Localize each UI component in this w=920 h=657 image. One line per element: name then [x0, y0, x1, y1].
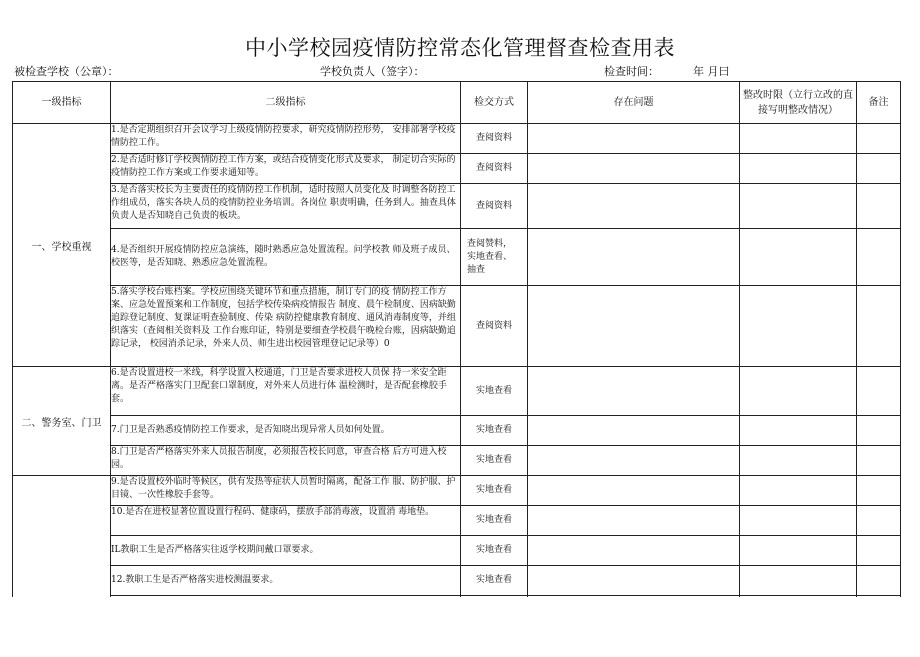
- item-text: 7.门卫是否熟悉疫情防控工作要求，是否知晓出现异常人员如何处置。: [111, 416, 461, 446]
- deadline-cell[interactable]: [740, 124, 857, 154]
- remarks-cell[interactable]: [857, 416, 901, 446]
- deadline-cell[interactable]: [740, 506, 857, 536]
- deadline-cell[interactable]: [740, 416, 857, 446]
- item-text: 4.是否组织开展疫情防控应急演练，随时熟悉应急处置流程。问学校教 师及班子成员、校医等，是否知晓、熟悉应急处置流程。: [111, 229, 461, 286]
- remarks-cell[interactable]: [857, 476, 901, 506]
- check-method: 实地查看: [461, 566, 528, 596]
- table-row: [13, 446, 901, 476]
- issues-cell[interactable]: [528, 446, 740, 476]
- principal-label: 学校负责人（签字）：: [320, 65, 425, 78]
- remarks-cell[interactable]: [857, 367, 901, 416]
- table-row: [13, 476, 901, 506]
- category-school-attention: 一、学校重视: [13, 124, 111, 367]
- date-label: 检查时间：: [604, 65, 659, 78]
- issues-cell[interactable]: [528, 566, 740, 596]
- check-method: 查阅赞料， 实地查看、 抽查: [461, 229, 528, 286]
- deadline-cell[interactable]: [740, 154, 857, 184]
- check-method: 实地查看: [461, 506, 528, 536]
- check-method: 实地查看: [461, 367, 528, 416]
- check-method: 查阅资料: [461, 184, 528, 229]
- item-text: 12.教职工生是否严格落实进校测温要求。: [111, 566, 461, 596]
- remarks-cell[interactable]: [857, 184, 901, 229]
- item-text: 10.是否在进校显著位置设置行程码、健康码，摆放手部消毒液，设置消 毒地垫。: [111, 506, 461, 536]
- issues-cell[interactable]: [528, 286, 740, 367]
- table-row: [13, 566, 901, 596]
- check-method: 实地查看: [461, 446, 528, 476]
- school-label: 被检查学校（公章）：: [14, 65, 119, 78]
- check-method: 查阅资料: [461, 286, 528, 367]
- remarks-cell[interactable]: [857, 154, 901, 184]
- issues-cell[interactable]: [528, 184, 740, 229]
- header-level1: 一级指标: [13, 82, 111, 124]
- page-cutoff: [0, 597, 920, 657]
- deadline-cell[interactable]: [740, 566, 857, 596]
- table-row: [13, 367, 901, 416]
- category-guard-room: 二、警务室、门卫: [13, 367, 111, 476]
- item-text: 1.是否定期组织召开会议学习上级疫情防控要求，研究疫情防控形势， 安排部署学校疫情防控工作。: [111, 124, 461, 154]
- check-method: 实地查看: [461, 476, 528, 506]
- issues-cell[interactable]: [528, 229, 740, 286]
- deadline-cell[interactable]: [740, 476, 857, 506]
- issues-cell[interactable]: [528, 476, 740, 506]
- page-title: 中小学校园疫情防控常态化管理督查检查用表: [245, 36, 675, 60]
- check-method: 实地查看: [461, 536, 528, 566]
- deadline-cell[interactable]: [740, 446, 857, 476]
- table-row: [13, 229, 901, 286]
- item-text: 5.落实学校台账档案。学校应围绕关键环节和重点措施，制订专门的疫 情防控工作方案、应急处置预案和工作制度，包括学校传染病疫情报告 制度、晨午检制度、因病缺勤追踪登记制度、复课证明查验制度、传染 病防控健康教育制度、通风消毒制度等，并组织落实（查阅相关资料及 工作台账印证，特别是要细查学校晨午晚检台账，因病缺勤追踪记录， 校园消杀记录，外来人员、师生进出校园管理登记记录等）0: [111, 286, 461, 367]
- issues-cell[interactable]: [528, 506, 740, 536]
- item-text: 9.是否设置校外临时等候区，供有发热等症状人员暂时隔离，配备工作 服、防护服、护目镜、一次性橡胶手套等。: [111, 476, 461, 506]
- inspection-table: [12, 81, 901, 636]
- deadline-cell[interactable]: [740, 286, 857, 367]
- date-value: 年 月曰: [693, 65, 730, 78]
- remarks-cell[interactable]: [857, 229, 901, 286]
- issues-cell[interactable]: [528, 536, 740, 566]
- table-row: [13, 124, 901, 154]
- item-text: 2.是否适时修订学校舆情防控工作方案，或结合疫情变化形式及要求， 制定切合实际的疫情防控工作方案或工作要求通知等。: [111, 154, 461, 184]
- header-method: 检交方式: [461, 82, 528, 124]
- deadline-cell[interactable]: [740, 367, 857, 416]
- issues-cell[interactable]: [528, 154, 740, 184]
- table-row: [13, 416, 901, 446]
- remarks-cell[interactable]: [857, 286, 901, 367]
- table-row: [13, 536, 901, 566]
- remarks-cell[interactable]: [857, 566, 901, 596]
- item-text: IL教职工生是否严格落实往返学校期间戴口罩要求。: [111, 536, 461, 566]
- item-text: 3.是否落实校长为主要责任的疫情防控工作机制，适时按照人员变化及 时调整各防控工作组成员，落实各块人员的疫情防控业务培训。各岗位 职责明确，任务到人。抽查具体负责人是否知晓自己负责的板块。: [111, 184, 461, 229]
- deadline-cell[interactable]: [740, 229, 857, 286]
- table-row: [13, 184, 901, 229]
- issues-cell[interactable]: [528, 367, 740, 416]
- deadline-cell[interactable]: [740, 536, 857, 566]
- remarks-cell[interactable]: [857, 536, 901, 566]
- table-row: [13, 154, 901, 184]
- item-text: 6.是否设置进校一米线，科学设置入校通道，门卫是否要求进校人员保 持一米安全距离。是否严格落实门卫配套口罩制度，对外来人员进行体 温检测时，是否配套橡胶手套。: [111, 367, 461, 416]
- issues-cell[interactable]: [528, 416, 740, 446]
- check-method: 查阅资料: [461, 154, 528, 184]
- remarks-cell[interactable]: [857, 124, 901, 154]
- table-row: [13, 286, 901, 367]
- check-method: 查阅资料: [461, 124, 528, 154]
- header-row: [13, 82, 901, 124]
- header-level2: 二级指标: [111, 82, 461, 124]
- remarks-cell[interactable]: [857, 446, 901, 476]
- header-remarks: 备注: [857, 82, 901, 124]
- remarks-cell[interactable]: [857, 506, 901, 536]
- header-deadline: 整改时限（立行立改的直接写明整改情况）: [740, 82, 857, 124]
- deadline-cell[interactable]: [740, 184, 857, 229]
- check-method: 实地查看: [461, 416, 528, 446]
- header-issues: 存在问题: [528, 82, 740, 124]
- table-row: [13, 506, 901, 536]
- issues-cell[interactable]: [528, 124, 740, 154]
- item-text: 8.门卫是否严格落实外来人员报告制度，必须报告校长同意，审查合格 后方可进入校园。: [111, 446, 461, 476]
